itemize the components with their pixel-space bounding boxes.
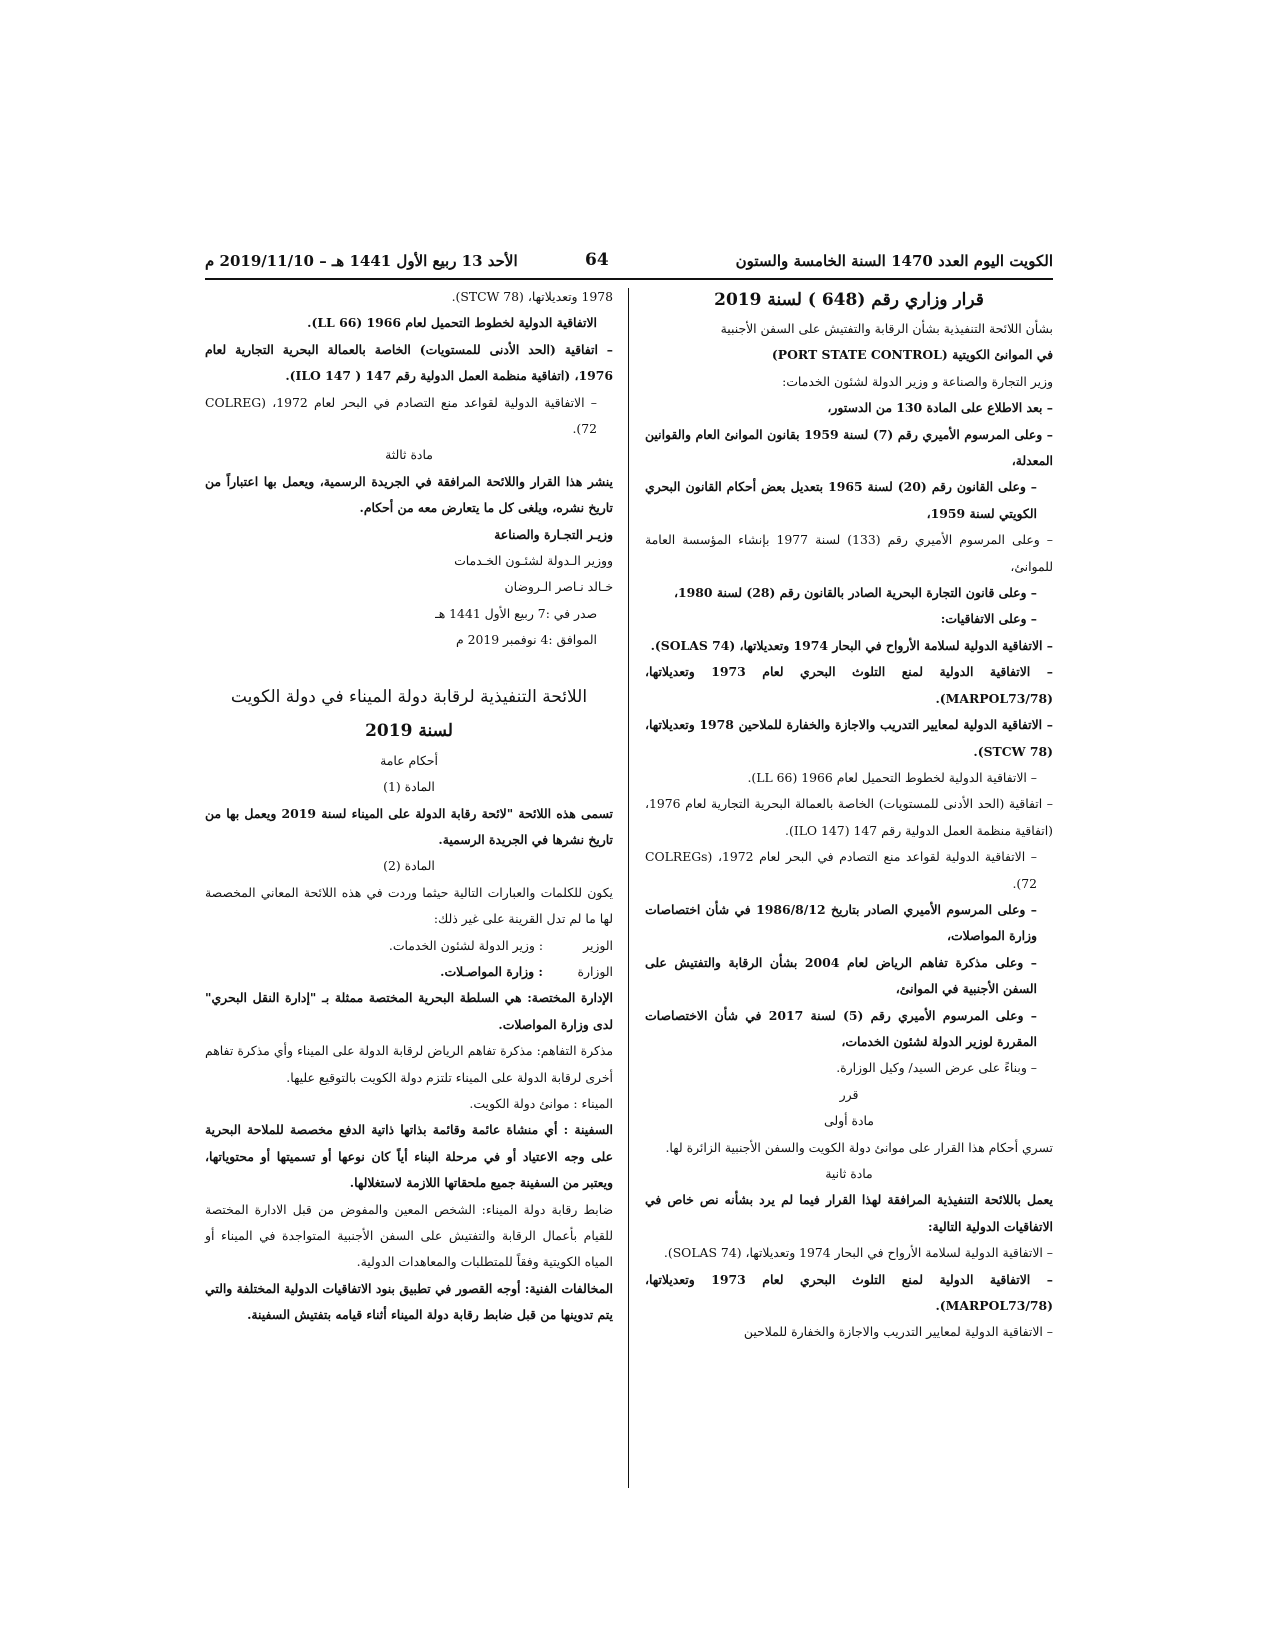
definition-paragraph: المخالفات الفنية: أوجه القصور في تطبيق بنود الاتفاقيات الدولية المختلفة والتي يتم تدوينها من قبل ضابط رقابة دولة الميناء أثناء قيامه بتفتيش السفينة.	[205, 1280, 613, 1323]
art-2-heading: المادة (2)	[383, 858, 435, 874]
column-divider	[628, 288, 629, 1488]
decision-title: قرار وزاري رقم (648 ) لسنة 2019	[714, 290, 984, 310]
regulation-title: اللائحة التنفيذية لرقابة دولة الميناء في دولة الكويت	[230, 686, 588, 707]
left-column	[205, 284, 613, 1329]
article-3-heading: مادة ثالثة	[385, 447, 433, 463]
definition-meaning: : وزير الدولة لشئون الخدمات.	[388, 937, 543, 953]
gazette-page	[205, 248, 1053, 1488]
definition-meaning: : وزارة المواصـلات.	[440, 963, 543, 979]
recital: – اتفاقية (الحد الأدنى للمستويات) الخاصة بالعمالة البحرية التجارية لعام 1976، (اتفاقية منظمة العمل الدولية رقم 147 (ILO 147).	[645, 796, 1053, 838]
article-2-text: يعمل باللائحة التنفيذية المرافقة لهذا القرار فيما لم يرد بشأنه نص خاص في الاتفاقيات الدولية التالية:	[645, 1192, 1053, 1234]
recital: – بعد الاطلاع على المادة 130 من الدستور،	[827, 400, 1053, 416]
issue-date: صدر في :7 ربيع الأول 1441 هـ	[435, 605, 597, 621]
article-2-heading: مادة ثانية	[825, 1166, 873, 1181]
signatory-title-2: ووزير الـدولة لشئـون الخـدمات	[454, 553, 613, 569]
recital: – الاتفاقية الدولية لمنع التلوث البحري لعام 1973 وتعديلاتها، (MARPOL73/78).	[645, 664, 1053, 706]
signatory-name: خـالد نـاصر الـروضان	[504, 579, 613, 595]
recital: – الاتفاقية الدولية لخطوط التحميل لعام 1966 (LL 66).	[747, 769, 1037, 785]
article-2-item: – الاتفاقية الدولية لمنع التلوث البحري لعام 1973 وتعديلاتها، (MARPOL73/78).	[645, 1271, 1053, 1314]
article-3-text: ينشر هذا القرار واللائحة المرافقة في الجريدة الرسمية، ويعمل بها اعتباراً من تاريخ نشره، ويلغى كل ما يتعارض معه من أحكام.	[205, 473, 613, 516]
definition-paragraph: الإدارة المختصة: هي السلطة البحرية المختصة ممثلة بـ "إدارة النقل البحري" لدى وزارة المواصلات.	[205, 990, 613, 1032]
recital: – وعلى مذكرة تفاهم الرياض لعام 2004 بشأن الرقابة والتفتيش على السفن الأجنبية في الموانئ،	[645, 954, 1037, 997]
article-2-item: – الاتفاقية الدولية لمعايير التدريب والاجازة والخفارة للملاحين	[743, 1324, 1053, 1340]
recital: – وعلى الاتفاقيات:	[940, 611, 1037, 627]
recital: – وعلى المرسوم الأميري رقم (133) لسنة 1977 بإنشاء المؤسسة العامة للموانئ،	[645, 532, 1053, 574]
header-issue: الكويت اليوم العدد 1470 السنة الخامسة والستون	[735, 252, 1053, 270]
recital: – وعلى المرسوم الأميري رقم (5) لسنة 2017 في شأن الاختصاصات المقررة لوزير الدولة لشئون الخدمات،	[645, 1007, 1037, 1049]
definition-paragraph: الميناء : موانئ دولة الكويت.	[469, 1095, 613, 1111]
recital: – وعلى قانون التجارة البحرية الصادر بالقانون رقم (28) لسنة 1980،	[674, 585, 1037, 601]
decision-subject-line-2: في الموانئ الكويتية (PORT STATE CONTROL)	[771, 347, 1053, 363]
recital: – وعلى المرسوم الأميري الصادر بتاريخ 1986/8/12 في شأن اختصاصات وزارة المواصلات،	[645, 901, 1037, 944]
continued-item: – اتفاقية (الحد الأدنى للمستويات) الخاصة بالعمالة البحرية التجارية لعام 1976، (اتفاقية منظمة العمل الدولية رقم 147 ( ILO 147).	[205, 341, 613, 384]
art-1-heading: المادة (1)	[383, 779, 435, 795]
definition-paragraph: مذكرة التفاهم: مذكرة تفاهم الرياض لرقابة الدولة على الميناء وأي مذكرة تفاهم أخرى لرقابة الدولة على الميناء تلتزم دولة الكويت بالتوقيع عليها.	[205, 1043, 613, 1085]
article-1-text: تسري أحكام هذا القرار على موانئ دولة الكويت والسفن الأجنبية الزائرة لها.	[665, 1139, 1053, 1155]
recital: – الاتفاقية الدولية لسلامة الأرواح في البحار 1974 وتعديلاتها، (SOLAS 74).	[650, 637, 1053, 653]
right-column	[645, 284, 1053, 1346]
decision-authority: وزير التجارة والصناعة و وزير الدولة لشئون الخدمات:	[782, 373, 1053, 389]
continued-item: الاتفاقية الدولية لخطوط التحميل لعام 1966 (LL 66).	[307, 315, 597, 331]
definition-row	[205, 959, 613, 985]
signatory-title-1: وزيـر التجـارة والصناعة	[494, 526, 613, 542]
article-2-item: – الاتفاقية الدولية لسلامة الأرواح في البحار 1974 وتعديلاتها، (SOLAS 74).	[663, 1245, 1053, 1261]
recital: – وبناءً على عرض السيد/ وكيل الوزارة.	[836, 1060, 1037, 1076]
definition-row	[205, 933, 613, 959]
definition-term: الوزارة	[577, 963, 613, 979]
regulation-year: لسنة 2019	[365, 720, 453, 741]
recital: – الاتفاقية الدولية لقواعد منع التصادم في البحر لعام 1972، (COLREGs 72).	[645, 849, 1037, 891]
definition-paragraph: السفينة : أي منشاة عائمة وقائمة بذاتها ذاتية الدفع مخصصة للملاحة البحرية على وجه الاعتياد أو في مرحلة البناء أياً كان نوعها أو تسميتها أو محتوياتها، ويعتبر من السفينة جميع ملحقاتها اللازمة لاستغلالها.	[205, 1122, 613, 1191]
art-1-text: تسمى هذه اللائحة "لائحة رقابة الدولة على الميناء لسنة 2019 ويعمل بها من تاريخ نشرها في الجريدة الرسمية.	[205, 805, 613, 847]
general-provisions-heading: أحكام عامة	[380, 752, 438, 768]
definition-paragraph: ضابط رقابة دولة الميناء: الشخص المعين والمفوض من قبل الادارة المختصة للقيام بأعمال الرقابة والتفتيش على السفن الأجنبية المتواجدة في الميناء أو المياه الكويتية وفقاً للمتطلبات والمعاهدات الدولية.	[205, 1201, 613, 1270]
spacer	[205, 654, 613, 680]
recital: – وعلى القانون رقم (20) لسنة 1965 بتعديل بعض أحكام القانون البحري الكويتي لسنة 1959،	[645, 479, 1037, 521]
page-header	[205, 248, 1053, 280]
continued-item: – الاتفاقية الدولية لقواعد منع التصادم في البحر لعام 1972، (COLREG 72).	[205, 394, 597, 437]
page-number: 64	[585, 250, 609, 270]
recital: – الاتفاقية الدولية لمعايير التدريب والاجازة والخفارة للملاحين 1978 وتعديلاتها، (STCW 78).	[645, 717, 1053, 759]
continued-item: 1978 وتعديلاتها، (STCW 78).	[451, 289, 613, 304]
art-2-intro: يكون للكلمات والعبارات التالية حيثما وردت في هذه اللائحة المعاني المخصصة لها ما لم تدل القرينة على غير ذلك:	[205, 884, 613, 927]
decision-subject-line-1: بشأن اللائحة التنفيذية بشأن الرقابة والتفتيش على السفن الأجنبية	[720, 321, 1053, 336]
article-1-heading: مادة أولى	[824, 1113, 874, 1129]
header-date: الأحد 13 ربيع الأول 1441 هـ – 2019/11/10 م	[205, 252, 518, 270]
definition-term: الوزير	[583, 937, 613, 953]
recital: – وعلى المرسوم الأميري رقم (7) لسنة 1959 بقانون الموانئ العام والقوانين المعدلة،	[645, 426, 1053, 469]
decided-heading: قرر	[839, 1086, 859, 1102]
issue-date-gregorian: الموافق :4 نوفمبر 2019 م	[455, 632, 597, 648]
